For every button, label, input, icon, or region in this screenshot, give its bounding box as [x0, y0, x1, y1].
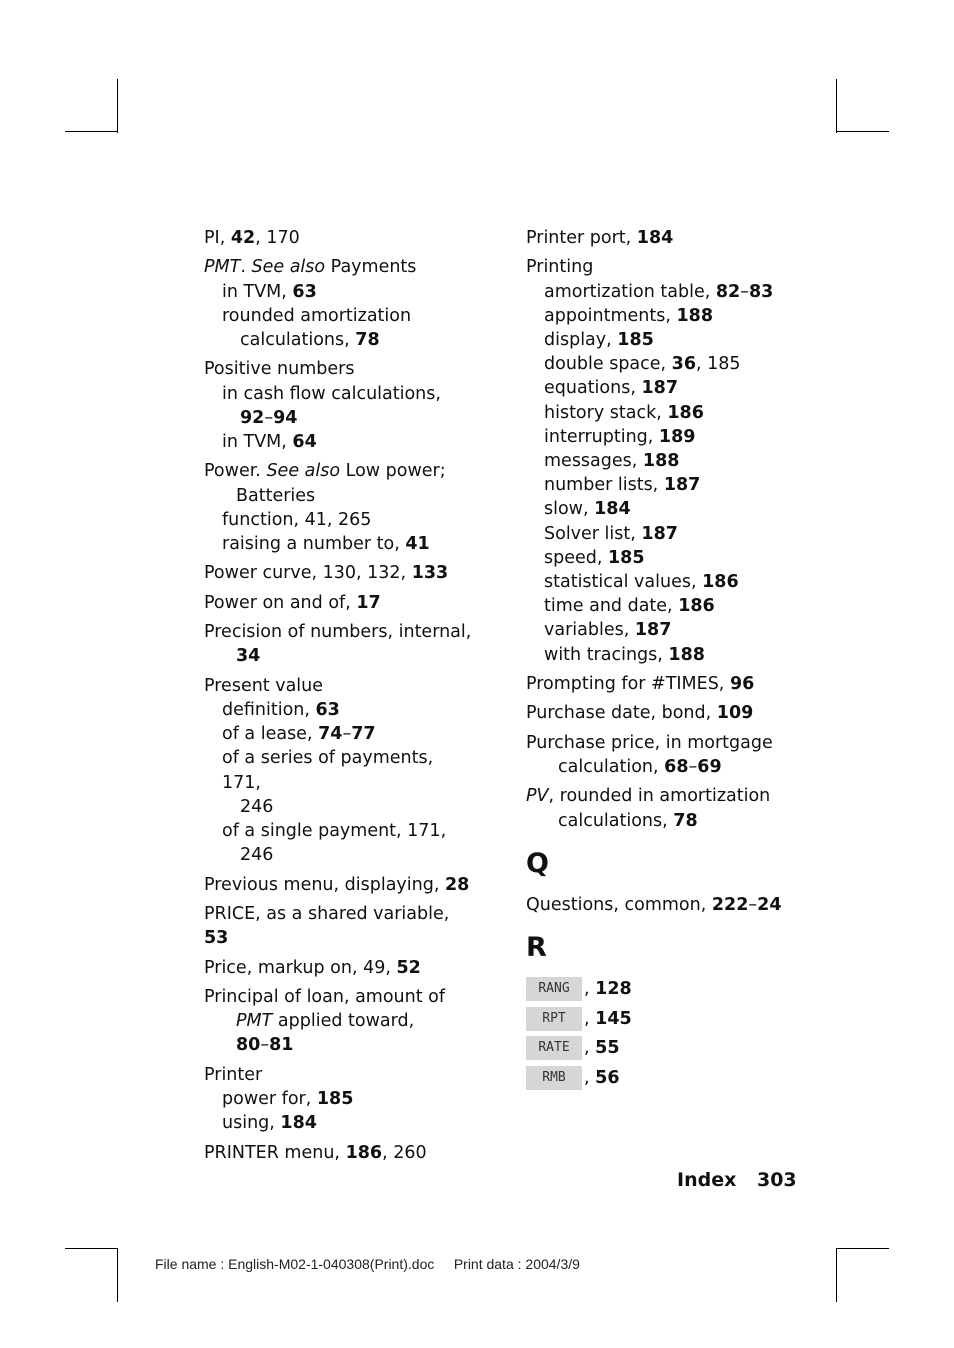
r-menu-entries	[526, 977, 786, 1090]
page-ref: 186	[667, 402, 704, 423]
index-text: See also	[266, 461, 341, 482]
index-text: raising a number to,	[222, 534, 406, 554]
page-ref: 74	[318, 724, 343, 745]
index-line	[204, 280, 474, 304]
file-name: File name : English-M02-1-040308(Print).doc	[155, 1256, 435, 1272]
page-ref: 187	[663, 475, 701, 496]
page-ref: 185	[608, 547, 645, 568]
index-entry	[526, 255, 786, 666]
index-text: Low power;	[340, 461, 446, 482]
index-entry	[204, 255, 474, 352]
page-ref: 63	[315, 699, 340, 720]
index-line	[204, 1111, 474, 1135]
index-text: –	[748, 894, 758, 915]
index-text: Principal of loan, amount of	[204, 986, 446, 1007]
index-line	[204, 1033, 474, 1057]
index-line	[526, 893, 786, 917]
index-entry	[204, 674, 474, 868]
index-line	[526, 522, 786, 546]
index-line	[204, 484, 474, 508]
index-text: interrupting,	[544, 426, 659, 447]
index-text: –	[342, 724, 352, 745]
page-ref: 52	[396, 957, 421, 978]
index-line	[204, 508, 474, 532]
index-text: definition,	[222, 699, 316, 720]
page-ref: 133	[411, 563, 449, 584]
crop-mark	[836, 1248, 837, 1302]
menu-key-label: RPT	[526, 1007, 582, 1031]
index-entry	[204, 620, 474, 668]
page-ref: 17	[356, 592, 381, 613]
index-column-right	[526, 226, 786, 1095]
page-ref: 34	[236, 646, 261, 667]
index-line	[526, 497, 786, 521]
index-text: Power curve, 130, 132,	[204, 563, 412, 584]
index-line	[204, 561, 474, 585]
page-ref: 69	[697, 757, 722, 778]
index-text: –	[260, 1035, 270, 1056]
index-text: 246	[240, 796, 274, 817]
index-text: statistical values,	[544, 572, 703, 593]
index-text: Positive numbers	[204, 359, 355, 380]
page-number: 303	[756, 1169, 797, 1191]
page-ref: 187	[641, 523, 678, 544]
index-entry	[204, 956, 474, 980]
index-text: PI,	[204, 228, 231, 248]
index-line	[526, 618, 786, 642]
index-text: Previous menu, displaying,	[204, 874, 445, 895]
index-text: Payments	[325, 257, 417, 278]
index-text: speed,	[544, 547, 608, 568]
page-ref: 53	[204, 928, 229, 949]
page-ref: 36	[671, 354, 697, 375]
index-text: See also	[251, 257, 326, 278]
index-text: Purchase price, in mortgage	[526, 732, 773, 753]
page-ref: 186	[345, 1142, 383, 1163]
index-text: calculations,	[558, 810, 674, 831]
index-text: applied toward,	[272, 1011, 415, 1032]
index-text: Printing	[526, 257, 594, 278]
index-text: in TVM,	[222, 281, 293, 302]
page-ref: 128	[595, 979, 632, 1000]
page-ref: 184	[594, 499, 631, 520]
crop-mark	[836, 1248, 889, 1249]
index-text: PMT	[236, 1011, 273, 1032]
index-text: , 170	[255, 228, 300, 248]
index-entry	[204, 873, 474, 897]
index-line	[526, 672, 786, 696]
index-entry	[526, 893, 786, 917]
page-ref: 82	[715, 281, 741, 302]
page-ref: 64	[292, 432, 317, 452]
page-ref: 81	[269, 1035, 294, 1056]
index-line	[526, 328, 786, 352]
menu-key-entry: RPT , 145	[526, 1007, 786, 1031]
index-line	[204, 843, 474, 867]
index-line	[204, 226, 474, 250]
index-line	[526, 376, 786, 400]
index-entry	[526, 784, 786, 832]
index-entry	[204, 591, 474, 615]
page-ref: 55	[595, 1038, 620, 1059]
index-text: Prompting for #TIMES,	[526, 674, 730, 695]
page-ref: 77	[351, 724, 376, 745]
index-text: calculations,	[240, 330, 356, 350]
index-line	[526, 570, 786, 594]
index-text: –	[264, 407, 274, 428]
index-text: , rounded in amortization	[548, 786, 771, 807]
index-text: Price, markup on, 49,	[204, 957, 397, 978]
index-line	[526, 352, 786, 376]
index-text: calculation,	[558, 757, 665, 778]
index-text: slow,	[544, 499, 595, 520]
index-text: of a series of payments, 171,	[222, 748, 434, 793]
crop-mark	[836, 131, 889, 132]
page-footer	[677, 1169, 797, 1191]
index-text: history stack,	[544, 402, 668, 423]
menu-key-label: RATE	[526, 1036, 582, 1060]
menu-key-label: RMB	[526, 1066, 582, 1090]
page-ref: 185	[316, 1088, 354, 1109]
page-ref: 56	[595, 1067, 620, 1088]
page-ref: 24	[757, 894, 782, 915]
index-line	[526, 594, 786, 618]
index-text: PRINTER menu,	[204, 1142, 346, 1163]
index-text: messages,	[544, 451, 643, 472]
page-ref: 187	[641, 378, 678, 399]
index-line	[204, 1087, 474, 1111]
index-line	[204, 430, 474, 454]
index-line	[204, 956, 474, 980]
index-text: rounded amortization	[222, 305, 412, 326]
index-text: Power on and of,	[204, 592, 357, 613]
crop-mark	[836, 79, 837, 133]
index-line	[204, 902, 474, 950]
index-text: PV	[526, 786, 549, 807]
index-line	[204, 985, 474, 1009]
index-line	[204, 698, 474, 722]
index-entry	[204, 459, 474, 556]
index-text: variables,	[544, 620, 635, 641]
index-text: appointments,	[544, 305, 677, 326]
index-text: Precision of numbers, internal,	[204, 622, 472, 643]
index-line	[526, 784, 786, 808]
page-ref: 94	[273, 407, 298, 428]
index-line	[526, 401, 786, 425]
index-text: PRICE, as a shared variable,	[204, 903, 450, 924]
page-ref: 80	[236, 1035, 261, 1056]
print-date: Print data : 2004/3/9	[453, 1256, 580, 1272]
index-text: Present value	[204, 675, 324, 696]
index-text: time and date,	[544, 596, 679, 617]
page-ref: 189	[658, 426, 696, 447]
index-line	[204, 328, 474, 352]
index-line	[204, 406, 474, 430]
index-line	[204, 532, 474, 556]
page-ref: 96	[729, 674, 755, 695]
index-line	[204, 674, 474, 698]
index-text: Printer port,	[526, 228, 637, 248]
page-ref: 28	[444, 874, 470, 895]
index-entry	[526, 672, 786, 696]
index-line	[204, 304, 474, 328]
index-text: double space,	[544, 354, 672, 375]
crop-mark	[65, 131, 118, 132]
index-text: , 260	[382, 1142, 427, 1163]
page-ref: 78	[673, 810, 698, 831]
index-line	[204, 620, 474, 644]
index-line	[526, 255, 786, 279]
index-entry	[204, 1141, 474, 1165]
index-line	[204, 795, 474, 819]
page-ref: 145	[595, 1008, 632, 1029]
index-line	[204, 746, 474, 794]
index-line	[526, 755, 786, 779]
index-line	[526, 546, 786, 570]
index-line	[204, 357, 474, 381]
page-ref: 184	[280, 1113, 317, 1134]
index-line	[204, 591, 474, 615]
page-ref: 109	[716, 703, 754, 724]
index-line	[204, 722, 474, 746]
index-line	[204, 255, 474, 279]
index-entry	[204, 561, 474, 585]
crop-mark	[65, 1248, 118, 1249]
index-line	[526, 280, 786, 304]
page-ref: 186	[702, 572, 739, 593]
index-text: power for,	[222, 1088, 317, 1109]
index-line	[526, 473, 786, 497]
page-ref: 187	[634, 620, 672, 641]
index-line	[526, 643, 786, 667]
page-ref: 92	[240, 407, 265, 428]
menu-key-entry: RMB , 56	[526, 1066, 786, 1090]
index-line	[526, 809, 786, 833]
page-ref: 42	[230, 228, 256, 248]
section-heading-r: R	[526, 932, 547, 964]
index-text: amortization table,	[544, 281, 716, 302]
index-line	[204, 819, 474, 843]
index-text: function, 41, 265	[222, 509, 372, 530]
page-ref: 188	[676, 305, 714, 326]
index-line	[204, 1009, 474, 1033]
index-text: of a single payment, 171,	[222, 820, 447, 841]
index-line	[526, 731, 786, 755]
index-entry	[526, 701, 786, 725]
page-ref: 78	[355, 330, 380, 350]
index-entry	[204, 226, 474, 250]
index-line	[204, 644, 474, 668]
index-text: display,	[544, 330, 618, 350]
index-text: of a lease,	[222, 724, 319, 745]
index-text: with tracings,	[544, 644, 669, 665]
index-line	[204, 459, 474, 483]
index-entry	[204, 357, 474, 454]
file-info	[155, 1256, 580, 1272]
index-entry	[526, 731, 786, 779]
index-line	[526, 701, 786, 725]
index-entry	[204, 985, 474, 1058]
index-text: in cash flow calculations,	[222, 383, 441, 404]
index-column-left	[204, 226, 474, 1170]
index-text: –	[740, 281, 749, 302]
page-ref: 186	[678, 596, 715, 617]
index-text: Batteries	[236, 485, 316, 506]
index-line	[526, 304, 786, 328]
page-ref: 185	[617, 330, 654, 350]
index-text: using,	[222, 1113, 281, 1134]
menu-key-entry: RATE , 55	[526, 1036, 786, 1060]
index-line	[526, 449, 786, 473]
index-text: Purchase date, bond,	[526, 703, 717, 724]
index-text: 246	[240, 845, 274, 866]
crop-mark	[117, 79, 118, 133]
index-entry	[204, 902, 474, 950]
index-entry	[204, 1063, 474, 1136]
index-text: –	[688, 757, 698, 778]
page-ref: 184	[636, 228, 674, 248]
index-text: Solver list,	[544, 523, 642, 544]
menu-key-label: RANG	[526, 977, 582, 1001]
index-line	[526, 425, 786, 449]
page-ref: 68	[664, 757, 689, 778]
footer-section-label: Index	[677, 1169, 737, 1191]
page-ref: 83	[748, 281, 774, 302]
index-line	[204, 873, 474, 897]
index-text: , 185	[696, 354, 741, 375]
index-text: number lists,	[544, 475, 664, 496]
index-line	[204, 1141, 474, 1165]
page-ref: 188	[668, 644, 705, 665]
index-text: Printer	[204, 1064, 263, 1085]
index-line	[204, 1063, 474, 1087]
menu-key-entry: RANG , 128	[526, 977, 786, 1001]
index-text: equations,	[544, 378, 642, 399]
index-line	[526, 226, 786, 250]
page-ref: 41	[405, 534, 430, 554]
index-text: Questions, common,	[526, 894, 712, 915]
crop-mark	[117, 1248, 118, 1302]
index-text: in TVM,	[222, 432, 293, 452]
section-heading-q: Q	[526, 847, 549, 879]
index-text: Power.	[204, 461, 267, 482]
index-entry	[526, 226, 786, 250]
page-ref: 222	[711, 894, 749, 915]
index-line	[204, 382, 474, 406]
index-text: PMT	[204, 257, 241, 278]
index-text: .	[240, 257, 252, 278]
page-ref: 63	[292, 281, 317, 302]
page-ref: 188	[642, 451, 680, 472]
